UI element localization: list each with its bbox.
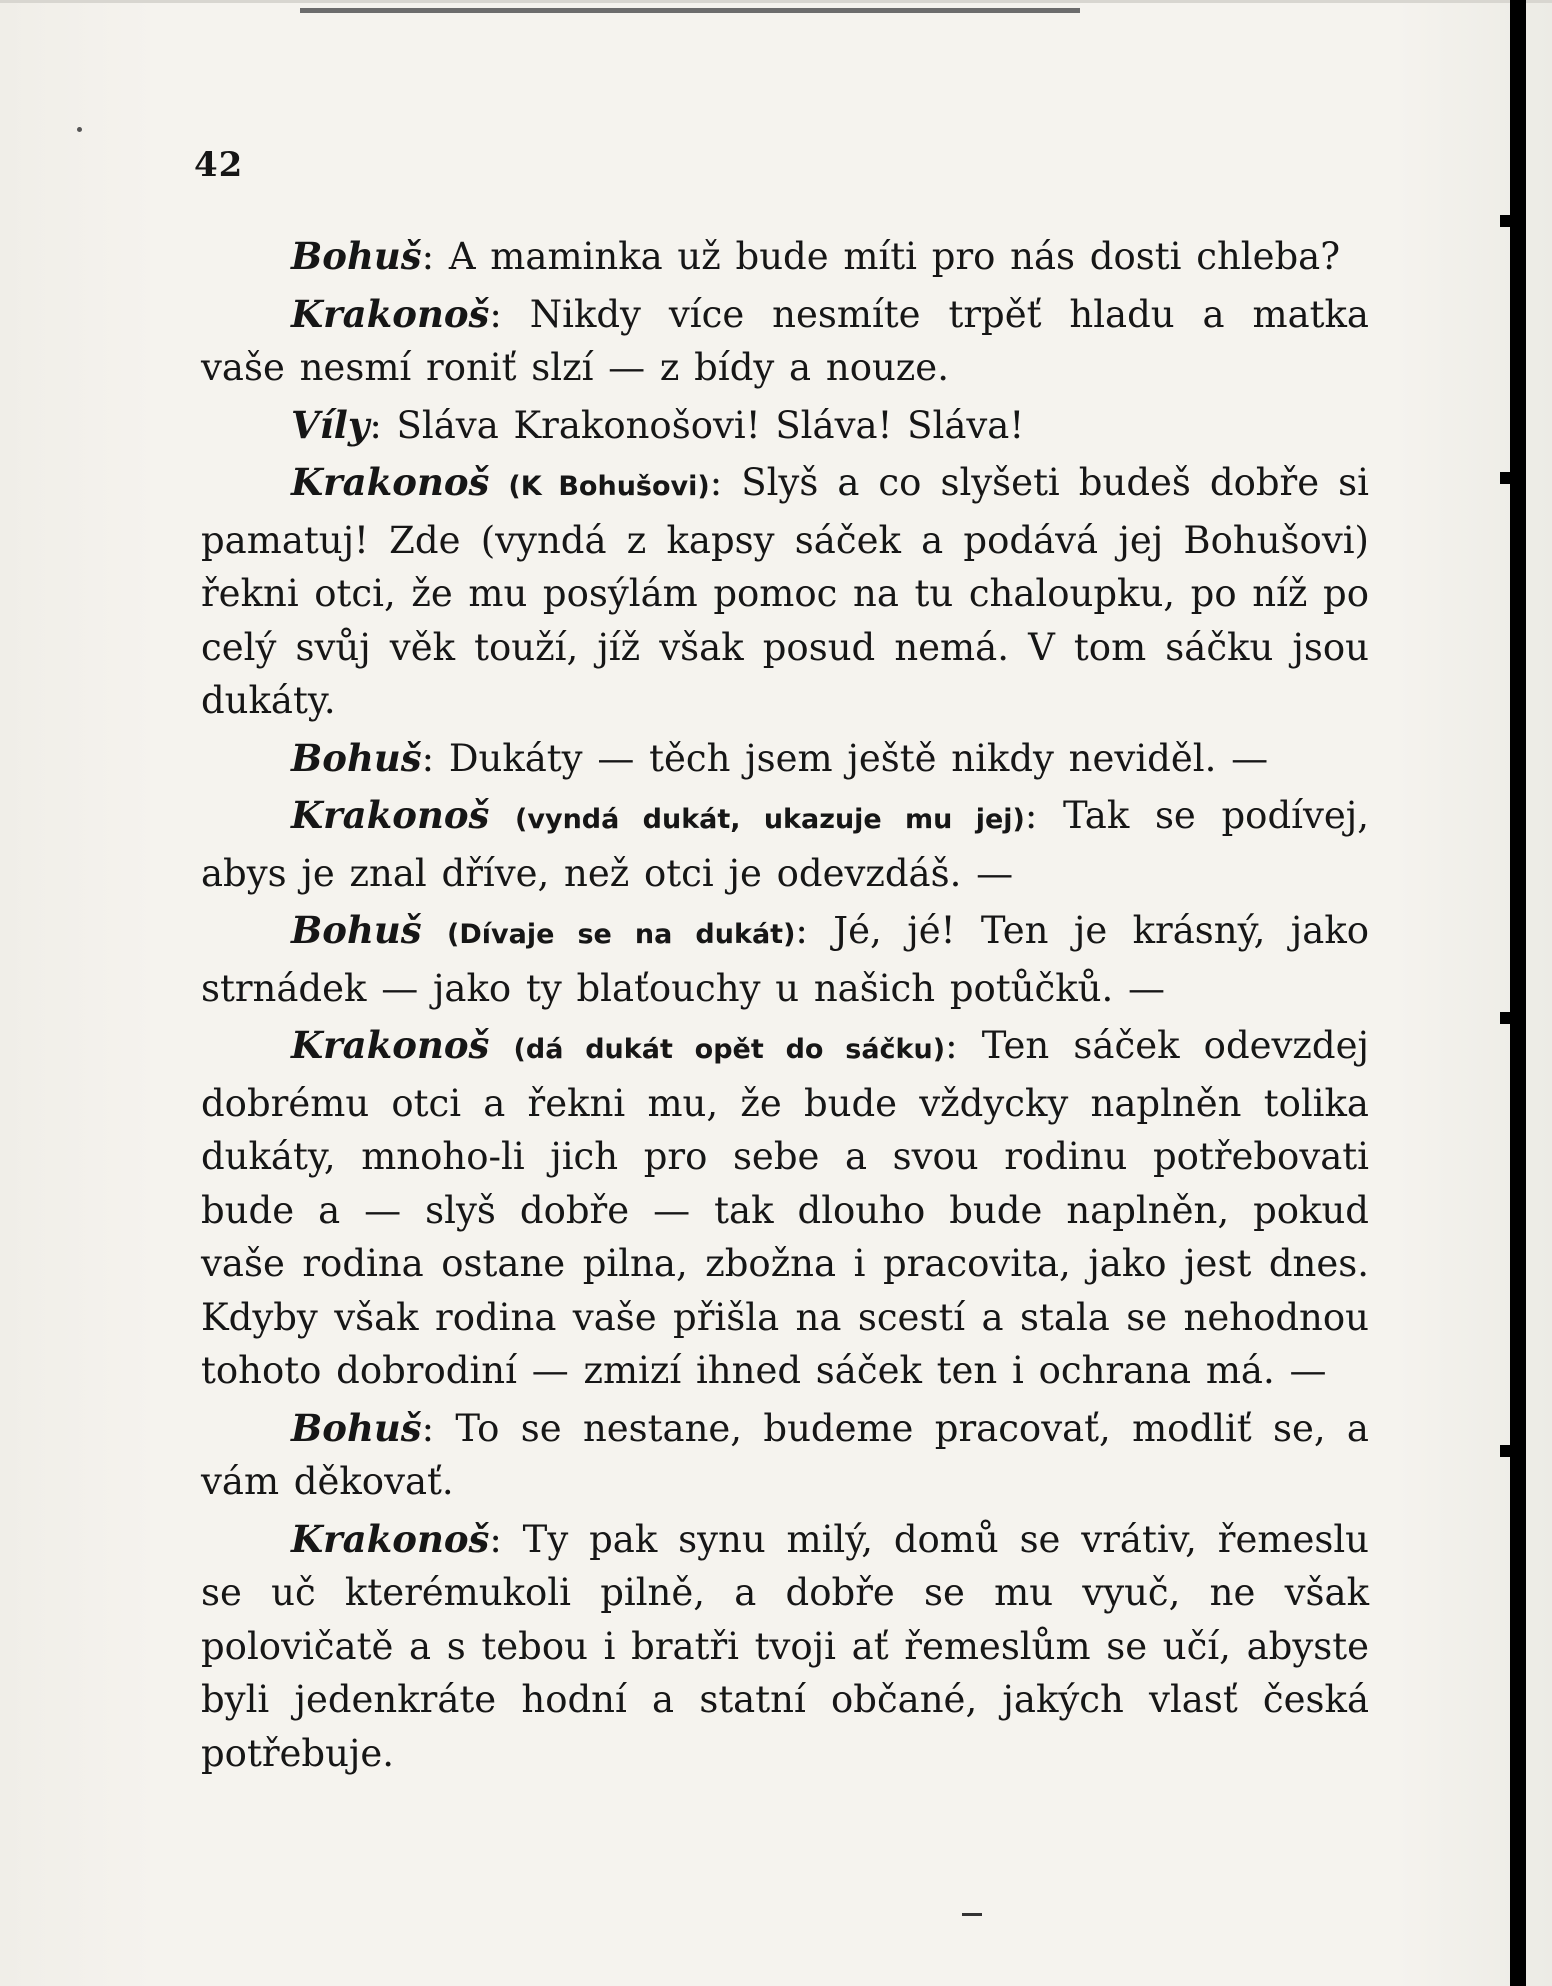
- speaker-name: Krakonoš: [291, 1516, 490, 1561]
- paragraph-text: : Ty pak synu milý, domů se vrátiv, řemeslu se uč kterémukoli pilně, a dobře se mu vyuč, ne však polovičatě a s tebou i bratři tvoji ať řemeslům se učí, abyste byli jedenkráte hodní a statní občané, jakých vlasť česká potřebuje.: [201, 1517, 1369, 1775]
- speaker-name: Víly: [291, 402, 370, 447]
- stage-direction: (Dívaje se na dukát): [447, 919, 796, 950]
- page-number: 42: [194, 145, 244, 185]
- paragraph: [201, 1019, 1369, 1398]
- stage-direction: (vyndá dukát, ukazuje mu jej): [515, 804, 1025, 835]
- scan-margin-mark: [1500, 1445, 1524, 1457]
- speaker-name: Krakonoš: [291, 1023, 490, 1067]
- scan-right-border: [1510, 0, 1526, 1986]
- scan-margin-mark: [1500, 472, 1524, 484]
- speaker-name: Krakonoš: [291, 291, 490, 336]
- paragraph: [201, 288, 1369, 395]
- stage-direction: (K Bohušovi): [508, 471, 710, 502]
- dialogue-text: [201, 230, 1369, 1784]
- paragraph-text: : Sláva Krakonošovi! Sláva! Sláva!: [369, 403, 1025, 447]
- speaker-name: Bohuš: [291, 1405, 422, 1450]
- paragraph: [201, 789, 1369, 900]
- stage-direction: (dá dukát opět do sáčku): [513, 1034, 946, 1065]
- paragraph: [201, 456, 1369, 728]
- paragraph-text: : To se nestane, budeme pracovať, modliť se, a vám děkovať.: [201, 1406, 1369, 1503]
- paragraph-text: : Nikdy více nesmíte trpěť hladu a matka vaše nesmí roniť slzí — z bídy a nouze.: [201, 292, 1369, 389]
- paragraph: [201, 904, 1369, 1015]
- speaker-name: Bohuš: [291, 234, 422, 278]
- scan-margin-mark: [1500, 215, 1524, 227]
- paragraph-text: : Dukáty — těch jsem ještě nikdy neviděl. —: [421, 736, 1269, 780]
- paragraph-text: : A maminka už bude míti pro nás dosti chleba?: [421, 235, 1341, 278]
- scan-top-shadow: [300, 8, 1080, 13]
- scan-bottom-mark: [962, 1913, 982, 1916]
- scan-margin-mark: [1500, 1012, 1524, 1024]
- scan-top-edge: [0, 0, 1552, 3]
- paragraph-text: : Tak se podívej, abys je znal dříve, než otci je odevzdáš. —: [201, 794, 1369, 895]
- speaker-name: Bohuš: [291, 908, 422, 952]
- paragraph-text: : Jé, jé! Ten je krásný, jako strnádek — jako ty blaťouchy u našich potůčků. —: [201, 909, 1370, 1010]
- paragraph: [201, 230, 1369, 284]
- paragraph-text: : Ten sáček odevzdej dobrému otci a řekni mu, že bude vždycky naplněn tolika dukáty, mnoho-li jich pro sebe a svou rodinu potřebovati bude a — slyš dobře — tak dlouho bude naplněn, pokud vaše rodina ostane pilna, zbožna i pracovita, jako jest dnes. Kdyby však rodina vaše přišla na scestí a stala se nehodnou tohoto dobrodiní — zmizí ihned sáček ten i ochrana má. —: [201, 1024, 1369, 1392]
- speaker-name: Bohuš: [291, 735, 422, 780]
- scan-speck: [77, 127, 82, 132]
- paragraph-text: : Slyš a co slyšeti budeš dobře si pamatuj! Zde (vyndá z kapsy sáček a podává jej Bohušovi) řekni otci, že mu posýlám pomoc na tu chaloupku, po níž po celý svůj věk touží, jíž však posud nemá. V tom sáčku jsou dukáty.: [201, 461, 1369, 722]
- speaker-name: Krakonoš: [291, 460, 490, 504]
- paragraph: [201, 732, 1369, 786]
- speaker-name: Krakonoš: [291, 793, 490, 837]
- paragraph: [201, 1402, 1369, 1509]
- paragraph: [201, 399, 1369, 453]
- paragraph: [201, 1513, 1369, 1781]
